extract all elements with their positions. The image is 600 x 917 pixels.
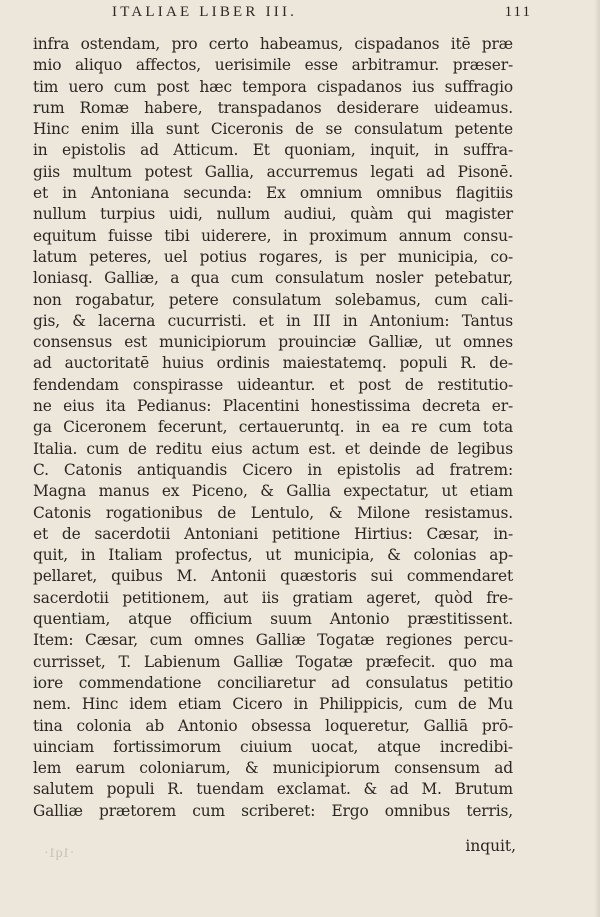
text-line: rum Romæ habere, transpadanos desiderare uideamus. bbox=[33, 98, 513, 117]
text-line: latum peteres, uel potius rogares, is per municipia, co- bbox=[33, 247, 513, 266]
text-line: lem earum coloniarum, & municipiorum consensum ad bbox=[33, 759, 513, 778]
text-line: equitum fuisse tibi uiderere, in proximum annum consu- bbox=[33, 226, 513, 245]
text-line: ne eius ita Pedianus: Placentini honestissima decreta er- bbox=[33, 397, 513, 416]
text-line: loniasq. Galliæ, a qua cum consulatum nosler petebatur, bbox=[33, 269, 513, 288]
text-line: in epistolis ad Atticum. Et quoniam, inquit, in suffra- bbox=[33, 141, 513, 160]
text-line: consensus est municipiorum prouinciæ Galliæ, ut omnes bbox=[33, 333, 513, 352]
text-line: quit, in Italiam profectus, ut municipia, & colonias ap- bbox=[33, 546, 513, 565]
text-line: tim uero cum post hæc tempora cispadanos ius suffragio bbox=[33, 77, 513, 96]
text-line: Item: Cæsar, cum omnes Galliæ Togatæ regiones percu- bbox=[33, 631, 513, 650]
text-line: uinciam fortissimorum ciuium uocat, atque incredibi- bbox=[33, 737, 513, 756]
text-line: ga Ciceronem fecerunt, certaueruntq. in ea re cum tota bbox=[33, 418, 513, 437]
text-line: et in Antoniana secunda: Ex omnium omnibus flagitiis bbox=[33, 184, 513, 203]
text-line: currisset, T. Labienum Galliæ Togatæ præfecit. quo ma bbox=[33, 652, 513, 671]
text-line: iore commendatione conciliaretur ad consulatus petitio bbox=[33, 673, 513, 692]
text-line: sacerdotii petitionem, aut iis gratiam ageret, quòd fre- bbox=[33, 588, 513, 607]
text-line: non rogabatur, petere consulatum solebamus, cum cali- bbox=[33, 290, 513, 309]
show-through-mark: ·1q1· bbox=[44, 846, 75, 861]
text-line: fendendam conspirasse uideantur. et post de restitutio- bbox=[33, 375, 513, 394]
body-text bbox=[33, 34, 513, 822]
text-line: nullum turpius uidi, nullum audiui, quàm qui magister bbox=[33, 205, 513, 224]
text-line: gis, & lacerna cucurristi. et in III in Antonium: Tantus bbox=[33, 311, 513, 330]
text-line: mio aliquo affectos, uerisimile esse arbitramur. præser- bbox=[33, 56, 513, 75]
running-title: ITALIAE LIBER III. bbox=[112, 4, 298, 20]
text-line: et de sacerdotii Antoniani petitione Hirtius: Cæsar, in- bbox=[33, 524, 513, 543]
text-line: Italia. cum de reditu eius actum est. et deinde de legibus bbox=[33, 439, 513, 458]
text-line: quentiam, atque officium suum Antonio præstitissent. bbox=[33, 610, 513, 629]
text-line: Hinc enim illa sunt Ciceronis de se consulatum petente bbox=[33, 120, 513, 139]
text-line: infra ostendam, pro certo habeamus, cispadanos itē præ bbox=[33, 35, 513, 53]
page-edge-shadow bbox=[594, 0, 600, 917]
text-line: Catonis rogationibus de Lentulo, & Milone resistamus. bbox=[33, 503, 513, 522]
page-header bbox=[112, 2, 532, 24]
text-line: giis multum potest Gallia, accurremus legati ad Pisonē. bbox=[33, 162, 513, 181]
text-line: tina colonia ab Antonio obsessa loqueretur, Galliā prō- bbox=[33, 716, 513, 735]
text-line: salutem populi R. tuendam exclamat. & ad M. Brutum bbox=[33, 780, 513, 799]
text-line: nem. Hinc idem etiam Cicero in Philippicis, cum de Mu bbox=[33, 695, 513, 714]
text-line: Galliæ prætorem cum scriberet: Ergo omnibus terris, bbox=[33, 801, 513, 820]
text-line: Magna manus ex Piceno, & Gallia expectatur, ut etiam bbox=[33, 482, 513, 501]
catchword: inquit, bbox=[465, 837, 516, 855]
folio-number: 111 bbox=[504, 4, 532, 20]
text-line: ad auctoritatē huius ordinis maiestatemq. populi R. de- bbox=[33, 354, 513, 373]
text-line: C. Catonis antiquandis Cicero in epistolis ad fratrem: bbox=[33, 460, 513, 479]
text-line: pellaret, quibus M. Antonii quæstoris sui commendaret bbox=[33, 567, 513, 586]
